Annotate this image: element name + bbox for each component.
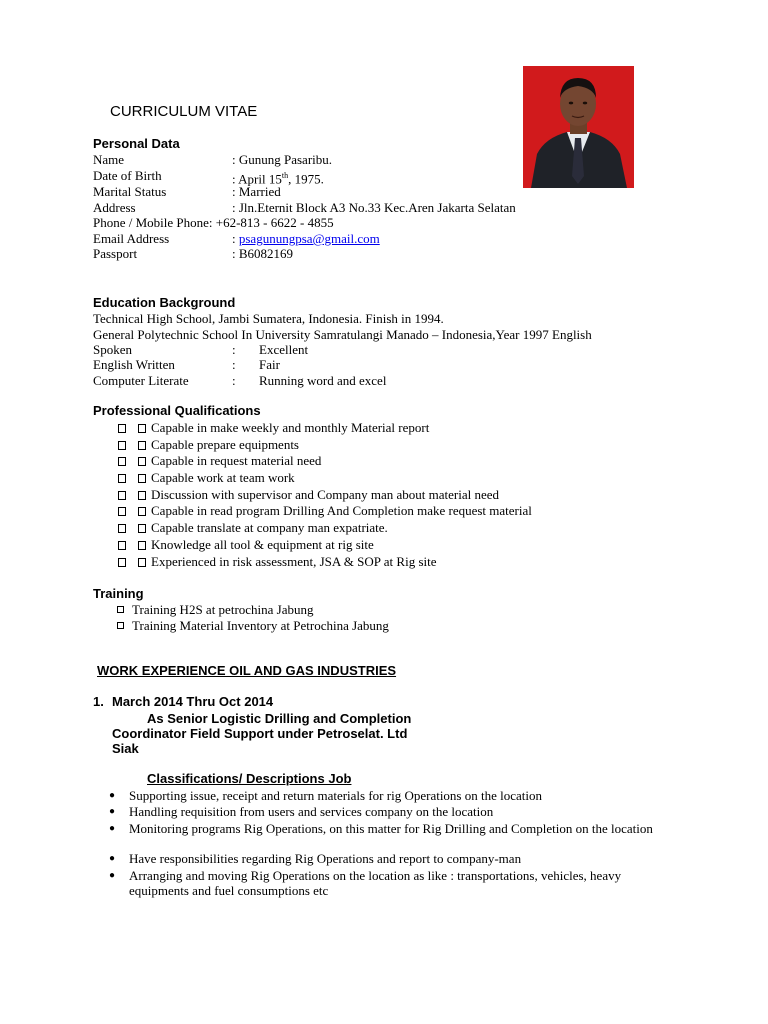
cv-title: CURRICULUM VITAE bbox=[110, 103, 258, 120]
checkbox-glyph-icon bbox=[138, 441, 146, 450]
checkbox-glyph-icon bbox=[138, 524, 146, 533]
checkbox-glyph-icon bbox=[138, 541, 146, 550]
field-label: Computer Literate bbox=[93, 373, 189, 388]
field-value bbox=[232, 231, 380, 246]
job-role-line-2: Coordinator Field Support under Petroselat. Ltd bbox=[112, 726, 408, 741]
job-bullet-text: Arranging and moving Rig Operations on the location as like : transportations, vehicles, heavy equipments and fuel consumptions etc bbox=[129, 868, 622, 898]
education-line-2: General Polytechnic School In University Samratulangi Manado – Indonesia,Year 1997 English bbox=[93, 327, 592, 342]
checkbox-glyph-icon bbox=[118, 507, 126, 516]
bullet-icon: ● bbox=[109, 870, 116, 881]
field-label: Marital Status bbox=[93, 184, 167, 199]
checkbox-glyph-icon bbox=[138, 457, 146, 466]
checkbox-glyph-icon bbox=[138, 558, 146, 567]
field-label: Name bbox=[93, 152, 125, 167]
field-value: Excellent bbox=[259, 342, 309, 357]
bullet-icon: ● bbox=[109, 853, 116, 864]
training-text: Training H2S at petrochina Jabung bbox=[132, 602, 314, 617]
field-colon: : bbox=[232, 342, 236, 357]
field-label: Date of Birth bbox=[93, 168, 162, 183]
field-label: Phone / Mobile Phone: +62-813 - 6622 - 4855 bbox=[93, 215, 334, 230]
job-description-heading: Classifications/ Descriptions Job bbox=[147, 771, 352, 786]
qualification-item bbox=[118, 554, 437, 569]
qualifications-heading: Professional Qualifications bbox=[93, 403, 261, 418]
job-role-line-1: As Senior Logistic Drilling and Completion bbox=[147, 711, 412, 726]
qualification-item bbox=[118, 537, 374, 552]
qualification-text: Discussion with supervisor and Company man about material need bbox=[151, 487, 500, 502]
checkbox-glyph-icon bbox=[138, 424, 146, 433]
qualification-text: Capable in read program Drilling And Completion make request material bbox=[151, 503, 532, 518]
work-experience-heading: WORK EXPERIENCE OIL AND GAS INDUSTRIES bbox=[97, 663, 397, 678]
profile-photo bbox=[523, 66, 634, 188]
training-item bbox=[117, 602, 314, 617]
checkbox-glyph-icon bbox=[138, 507, 146, 516]
email-link[interactable]: psagunungpsa@gmail.com bbox=[238, 231, 380, 246]
checkbox-glyph-icon bbox=[118, 441, 126, 450]
dob-value-year: , 1975. bbox=[288, 171, 324, 187]
education-row-computer bbox=[93, 373, 387, 388]
dob-value-main: : April 15 bbox=[232, 171, 282, 187]
qualification-text: Knowledge all tool & equipment at rig site bbox=[151, 537, 374, 552]
qualification-item bbox=[118, 453, 321, 468]
checkbox-glyph-icon bbox=[118, 491, 126, 500]
field-value: Fair bbox=[259, 357, 280, 372]
qualification-text: Experienced in risk assessment, JSA & SOP at Rig site bbox=[151, 554, 437, 569]
training-item bbox=[117, 618, 389, 633]
job-number: 1. bbox=[93, 694, 104, 709]
square-bullet-icon bbox=[117, 622, 124, 629]
qualification-text: Capable prepare equipments bbox=[151, 437, 299, 452]
person-portrait-icon bbox=[523, 66, 634, 188]
education-heading: Education Background bbox=[93, 295, 236, 310]
field-label: Passport bbox=[93, 246, 138, 261]
qualification-text: Capable in make weekly and monthly Material report bbox=[151, 420, 430, 435]
checkbox-glyph-icon bbox=[138, 474, 146, 483]
job-bullet-text: Monitoring programs Rig Operations, on this matter for Rig Drilling and Completion on the location bbox=[129, 821, 653, 836]
checkbox-glyph-icon bbox=[138, 491, 146, 500]
field-label: Email Address bbox=[93, 231, 170, 246]
qualification-text: Capable work at team work bbox=[151, 470, 295, 485]
bullet-icon: ● bbox=[109, 806, 116, 817]
training-text: Training Material Inventory at Petrochina Jabung bbox=[132, 618, 389, 633]
job-bullet-text: Supporting issue, receipt and return materials for rig Operations on the location bbox=[129, 788, 542, 803]
qualification-text: Capable in request material need bbox=[151, 453, 322, 468]
checkbox-glyph-icon bbox=[118, 474, 126, 483]
checkbox-glyph-icon bbox=[118, 541, 126, 550]
dob-value-suffix: th bbox=[281, 171, 289, 180]
checkbox-glyph-icon bbox=[118, 558, 126, 567]
education-row-spoken bbox=[93, 342, 309, 357]
education-line-1: Technical High School, Jambi Sumatera, Indonesia. Finish in 1994. bbox=[93, 311, 444, 326]
field-value: Running word and excel bbox=[259, 373, 387, 388]
field-value: : Married bbox=[232, 184, 281, 199]
field-value: : B6082169 bbox=[232, 246, 294, 261]
qualification-item bbox=[118, 520, 388, 535]
field-value: : Jln.Eternit Block A3 No.33 Kec.Aren Jakarta Selatan bbox=[232, 200, 516, 215]
job-role-line-3: Siak bbox=[112, 741, 139, 756]
qualification-item bbox=[118, 437, 299, 452]
field-label: Address bbox=[93, 200, 136, 215]
qualification-item bbox=[118, 503, 532, 518]
email-colon: : bbox=[232, 231, 239, 246]
checkbox-glyph-icon bbox=[118, 524, 126, 533]
field-value: : Gunung Pasaribu. bbox=[232, 152, 333, 167]
bullet-icon: ● bbox=[109, 790, 116, 801]
job-bullet-text: Have responsibilities regarding Rig Operations and report to company-man bbox=[129, 851, 522, 866]
qualification-item bbox=[118, 470, 295, 485]
qualification-item bbox=[118, 487, 499, 502]
training-heading: Training bbox=[93, 586, 144, 601]
field-label: English Written bbox=[93, 357, 175, 372]
bullet-icon: ● bbox=[109, 823, 116, 834]
checkbox-glyph-icon bbox=[118, 424, 126, 433]
square-bullet-icon bbox=[117, 606, 124, 613]
education-row-written bbox=[93, 357, 280, 372]
qualification-text: Capable translate at company man expatriate. bbox=[151, 520, 388, 535]
job-bullet-text: Handling requisition from users and services company on the location bbox=[129, 804, 494, 819]
checkbox-glyph-icon bbox=[118, 457, 126, 466]
field-colon: : bbox=[232, 373, 236, 388]
personal-data-heading: Personal Data bbox=[93, 136, 180, 151]
field-colon: : bbox=[232, 357, 236, 372]
qualification-item bbox=[118, 420, 429, 435]
field-label: Spoken bbox=[93, 342, 132, 357]
job-period: March 2014 Thru Oct 2014 bbox=[112, 694, 274, 709]
